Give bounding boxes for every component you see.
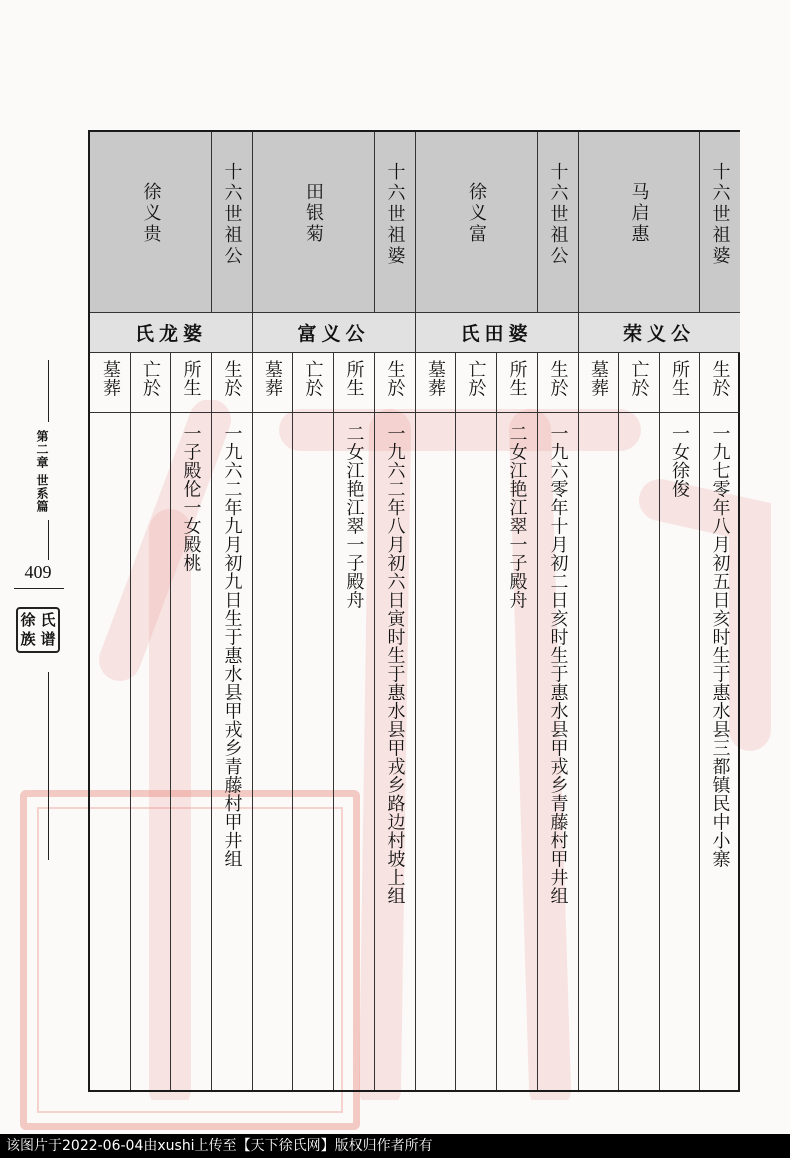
label-born: 生於 [709, 360, 731, 397]
side-rule-bottom [48, 672, 49, 860]
header-col-3: 十六世祖公 [547, 162, 569, 267]
grid-line [170, 352, 171, 1090]
band-2: 氏田婆 [415, 312, 578, 352]
grid-line [374, 132, 375, 312]
side-rule-mid [48, 520, 49, 560]
grid-line [699, 132, 700, 312]
entry-2-children: 二女江艳江翠一子殿舟 [506, 424, 528, 609]
grid-line [374, 352, 375, 1090]
entry-2-born: 一九六零年十月初二日亥时生于惠水县甲戎乡青藤村甲井组 [547, 424, 569, 905]
entry-1-children: 一女徐俊 [669, 424, 690, 498]
label-children: 所生 [669, 360, 690, 397]
side-rule-top [48, 360, 49, 422]
header-col-6: 田银菊 [303, 182, 324, 245]
header-col-7: 十六世祖公 [221, 162, 243, 267]
entry-4-born: 一九六二年九月初九日生于惠水县甲戎乡青藤村甲井组 [221, 424, 243, 868]
label-born: 生於 [384, 360, 406, 397]
grid-line [659, 352, 660, 1090]
entry-3-children: 二女江艳江翠一子殿舟 [343, 424, 365, 609]
grid-line [211, 352, 212, 1090]
grid-line [578, 132, 579, 1090]
grid-line [252, 132, 253, 1090]
page-number: 409 [24, 562, 52, 582]
genealogy-table [88, 130, 740, 1092]
label-died: 亡於 [465, 360, 487, 397]
grid-line [292, 352, 293, 1090]
entry-3-born: 一九六二年八月初六日寅时生于惠水县甲戎乡路边村坡上组 [384, 424, 406, 905]
genealogy-logo [16, 607, 60, 653]
label-children: 所生 [343, 360, 365, 397]
logo-char: 族 [20, 630, 36, 648]
entry-1-born: 一九七零年八月初五日亥时生于惠水县三都镇民中小寨 [709, 424, 731, 868]
grid-line [496, 352, 497, 1090]
page-number-rule [14, 588, 64, 589]
label-children: 所生 [506, 360, 528, 397]
band-4: 氏龙婆 [90, 312, 252, 352]
label-died: 亡於 [140, 360, 161, 397]
header-col-8: 徐义贵 [140, 182, 162, 245]
label-buried: 墓葬 [425, 360, 446, 397]
label-died: 亡於 [302, 360, 324, 397]
label-buried: 墓葬 [262, 360, 283, 397]
label-born: 生於 [547, 360, 569, 397]
label-died: 亡於 [628, 360, 650, 397]
header-col-1: 十六世祖婆 [709, 162, 731, 267]
logo-char: 徐 [20, 611, 36, 629]
grid-line [333, 352, 334, 1090]
grid-line [699, 352, 700, 1090]
grid-line [537, 132, 538, 312]
grid-line [211, 132, 212, 312]
grid-line [537, 352, 538, 1090]
header-col-2: 马启惠 [628, 182, 650, 245]
chapter-title: 第二章 世系篇 [35, 430, 49, 514]
grid-line [618, 352, 619, 1090]
header-col-5: 十六世祖婆 [384, 162, 406, 267]
entry-4-children: 一子殿伦一女殿桃 [180, 424, 202, 572]
label-buried: 墓葬 [588, 360, 609, 397]
band-1: 荣义公 [578, 312, 740, 352]
band-3: 富义公 [252, 312, 415, 352]
copyright-footer: 该图片于2022-06-04由xushi上传至【天下徐氏网】版权归作者所有 [0, 1134, 790, 1158]
logo-char: 谱 [40, 630, 56, 648]
grid-line [130, 352, 131, 1090]
label-born: 生於 [221, 360, 243, 397]
header-col-4: 徐义富 [466, 182, 487, 245]
grid-line [455, 352, 456, 1090]
label-buried: 墓葬 [100, 360, 121, 397]
grid-line [415, 132, 416, 1090]
logo-char: 氏 [40, 611, 56, 629]
label-children: 所生 [180, 360, 202, 397]
